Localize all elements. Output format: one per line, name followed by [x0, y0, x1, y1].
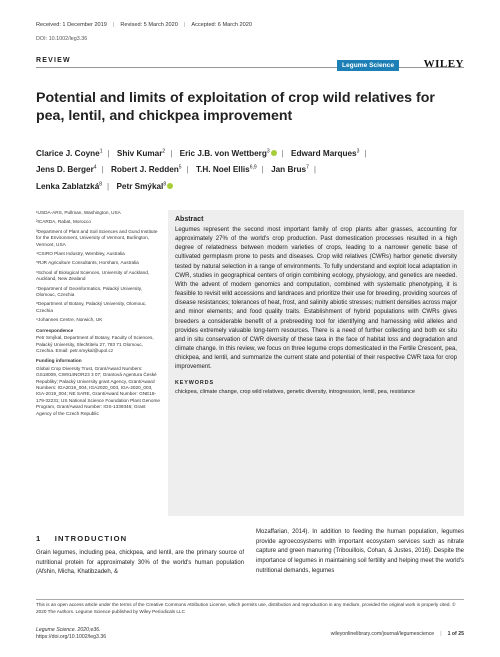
keywords-heading: KEYWORDS	[175, 379, 214, 386]
correspondence-text[interactable]: Petr Smýkal, Department of Botany, Faculty of Sciences, Palacký University, Slechtitelu 27, 783 71 Olomouc, Czechia. Email: petr.smykal@upol.cz	[36, 335, 154, 353]
abstract-box	[168, 210, 464, 516]
footer-rule	[36, 599, 464, 600]
page-number: 1 of 25	[447, 631, 464, 637]
affiliation: ¹USDA-ARS, Pullman, Washington, USA	[36, 210, 121, 215]
affiliation: ³Department of Plant and Soil Sciences and Gund Institute for the Environment, University of Vermont, Burlington, Vermont, USA	[36, 228, 158, 247]
author-list: Clarice J. Coyne$^1$ | Shiv Kumar$^2$ | Eric J.B. von Wettberg$^3$ | Edward Marques$^3$ | Jens D. Berger$^4$ | Robert J. Redden$^5$ | T.H. Noel Ellis$^{6,9}$ | Jan Brus$^7$ | Lenka Zablatzká$^8$ | Petr Smýkal$^8$	[36, 148, 367, 192]
abstract-heading: Abstract	[175, 216, 204, 223]
body-text-right: Mozaffarian, 2014). In addition to feeding the human population, legumes provide agroecosystems with important ecosystem services such as nitrate capture and green manuring (Tribouillois, Cohan, & Justes, 2016). Despite the importance of legumes in maintaining soil fertility and helping meet the world's nutritional demands, legumes	[256, 529, 464, 574]
body-text-left: Grain legumes, including pea, chickpea, and lentil, are the primary source of nutritional protein for approximately 30% of the world's human population (Afshin, Micha, Khatibzadeh, &	[36, 550, 244, 576]
correspondence-heading: Correspondence	[36, 327, 74, 333]
affiliation: ⁷Department of Geoinformatics, Palacký University, Olomouc, Czechia	[36, 285, 143, 298]
author[interactable]: Petr Smýkal$^8$	[116, 182, 173, 191]
affiliation: ²ICARDA, Rabat, Morocco	[36, 219, 91, 225]
revised-date: Revised: 5 March 2020	[120, 22, 178, 28]
author[interactable]: Jens D. Berger$^4$	[36, 164, 97, 175]
publisher-logo[interactable]: WILEY	[423, 58, 464, 70]
article-dates	[36, 22, 252, 28]
accepted-date: Accepted: 6 March 2020	[191, 22, 252, 28]
author[interactable]: Lenka Zablatzká$^8$	[36, 181, 103, 192]
article-title: Potential and limits of exploitation of crop wild relatives for pea, lentil, and chickpea improvement	[36, 90, 435, 124]
received-date: Received: 1 December 2019	[36, 22, 107, 28]
affiliation: ⁸Department of Botany, Palacký University, Olomouc, Czechia	[36, 301, 147, 313]
funding-text: Global Crop Diversity Trust, Grant/Award Numbers: GS18009, CW914NOR23 3 07; Grantová Agentura České Republiky; Palacký University grant Agency, Grant/Award Numbers: IGA2019_004, IGA2020_003, IGA-2020_003, IGA-2019_004; NE SARE, Grant/Award Number: GNE18-179-32231; US National Science Foundation Plant Genome Program, Grant/Award Number: IOS-1339346; Grant Agency of the Czech Republic	[36, 365, 161, 416]
citation-line: Legume Science. 2020;e36.	[36, 627, 101, 633]
doi-link[interactable]: https://doi.org/10.1002/leg3.36	[36, 634, 107, 640]
orcid-icon[interactable]	[167, 183, 173, 189]
section-label: REVIEW	[36, 57, 71, 64]
journal-badge[interactable]: Legume Science	[337, 60, 399, 71]
author[interactable]: Edward Marques$^3$	[291, 148, 360, 158]
affiliation: ⁹Johannes Centre, Norwich, UK	[36, 317, 103, 323]
date-separator: |	[183, 22, 186, 28]
abstract-text: Legumes represent the second most important family of crop plants after grasses, accounting for approximately 27% of the world's crop production. Past domestication processes resulted in a high degree of relatedness between modern varieties of crops, leading to a narrower genetic base of cultivated germplasm prone to pests and diseases. Crop wild relatives (CWRs) harbor genetic diversity tested by natural selection in a range of environments. To fully understand and exploit local adaptation in CWR, studies in geographical centers of origin combining ecology, physiology, and genetics are needed. With the advent of modern genomics and computation, combined with systematic phenotyping, it is feasible to revisit wild accessions and landraces and prioritize their use for breeding, providing sources of disease resistances; tolerances of heat, frost, and salinity abiotic stresses; nutrient densities across major and minor elements; and food quality traits. Establishment of hybrid populations with CWRs gives breeders a considerable benefit of a prebreeding tool for identifying and harnessing wild alleles and provides extremely valuable long-term resources. There is a need of further collecting and both ex situ and in situ conservation of CWR diversity of these taxa in the face of habitat loss and degradation and climate change. In this review, we focus on three legume crops domesticated in the Fertile Crescent, pea, chickpea, and lentil, and summarize the current state and potential of their respective CWR taxa for crop improvement.	[175, 227, 457, 371]
journal-site-link[interactable]: wileyonlinelibrary.com/journal/legumescience	[330, 631, 435, 637]
affiliation: ⁴CSIRO Plant Industry, Wembley, Australia	[36, 251, 125, 257]
funding-heading: Funding information	[36, 358, 82, 364]
header-rule	[36, 67, 464, 68]
orcid-icon[interactable]	[271, 150, 277, 156]
section-heading	[36, 534, 127, 543]
page-footer	[331, 631, 464, 637]
citation-footer	[36, 627, 106, 641]
license-notice: This is an open access article under the terms of the Creative Commons Attribution License, which permits use, distribution and reproduction in any medium, provided the original work is properly cited. © 2020 The Authors. Legume Science published by Wiley Periodicals LLC	[36, 602, 456, 614]
footer-separator: |	[440, 631, 442, 637]
doi-header[interactable]: DOI: 10.1002/leg3.36	[36, 36, 88, 42]
section-number: 1	[36, 534, 42, 543]
affiliation: ⁶School of Biological Sciences, University of Auckland, Auckland, New Zealand	[36, 269, 150, 282]
author[interactable]: Eric J.B. von Wettberg$^3$	[180, 149, 277, 158]
author[interactable]: Jan Brus$^7$	[271, 164, 309, 175]
author[interactable]: Shiv Kumar$^2$	[116, 148, 166, 158]
section-title: INTRODUCTION	[54, 534, 128, 543]
author[interactable]: Robert J. Redden$^5$	[111, 164, 182, 175]
affiliation: ⁵RJR Agriculture Consultants, Horsham, Australia	[36, 260, 139, 266]
keywords-text: chickpea, climate change, crop wild relatives, genetic diversity, introgression, lentil, pea, resistance	[175, 388, 415, 395]
date-separator: |	[112, 22, 115, 28]
author[interactable]: T.H. Noel Ellis$^{6,9}$	[196, 164, 257, 175]
affiliations-column	[36, 210, 161, 420]
author[interactable]: Clarice J. Coyne$^1$	[36, 148, 103, 158]
